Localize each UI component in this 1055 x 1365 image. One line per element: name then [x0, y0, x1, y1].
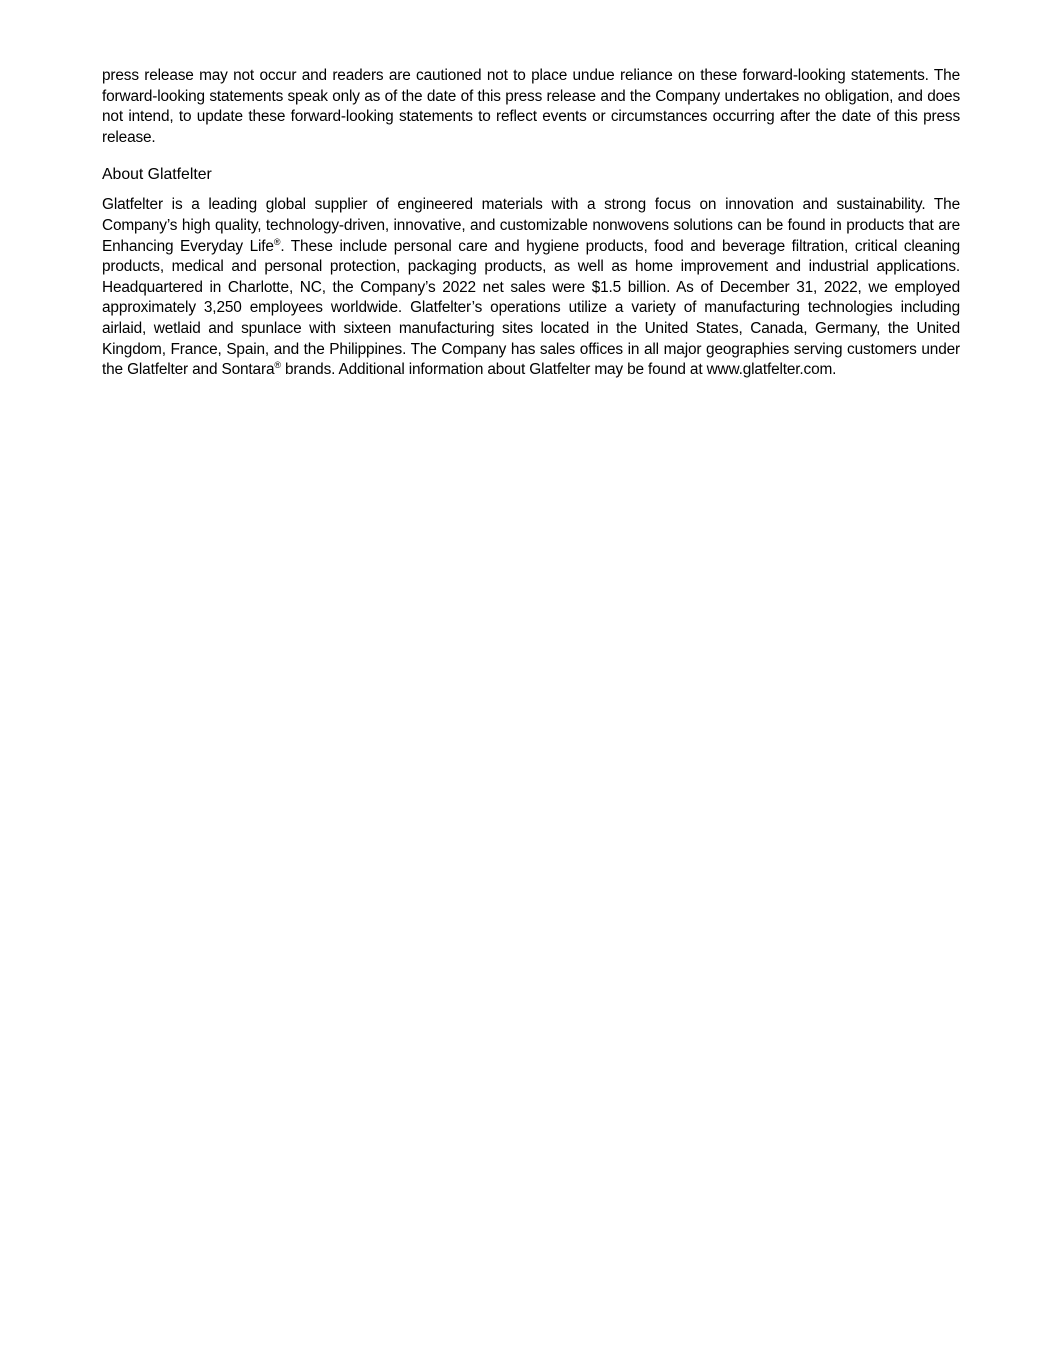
about-text-part-3: brands. Additional information about Glatfelter may be found at www.glatfelter.com. — [280, 361, 837, 379]
registered-mark: ® — [274, 360, 281, 370]
about-text-part-2: . These include personal care and hygiene products, food and beverage filtration, critical cleaning products, medical and personal protection, packaging products, as well as home improvement and industrial applications. Headquartered in Charlotte, NC, the Company’s 2022 net sales were $1.5 billion. As of December 31, 2022, we employed approximately 3,250 employees worldwide. Glatfelter’s operations utilize a variety of manufacturing technologies including airlaid, wetlaid and spunlace with sixteen manufacturing sites located in the United States, Canada, Germany, the United Kingdom, France, Spain, and the Philippines. The Company has sales offices in all major geographies serving customers under the Glatfelter and Sontara — [102, 237, 960, 379]
document-body — [102, 66, 960, 381]
registered-mark: ® — [273, 236, 281, 247]
forward-looking-paragraph: press release may not occur and readers are cautioned not to place undue reliance on these forward-looking statements. The forward-looking statements speak only as of the date of this press release and the Company undertakes no obligation, and does not intend, to update these forward-looking statements to reflect events or circumstances occurring after the date of this press release. — [102, 67, 960, 146]
about-text-part-1: Glatfelter is a leading global supplier of engineered materials with a strong focus on innovation and sustainability. The Company’s high quality, technology-driven, innovative, and customizable nonwovens solutions can be found in products that are Enhancing Everyday Life — [102, 196, 960, 255]
about-heading: About Glatfelter — [102, 166, 212, 184]
about-paragraph — [102, 195, 960, 380]
